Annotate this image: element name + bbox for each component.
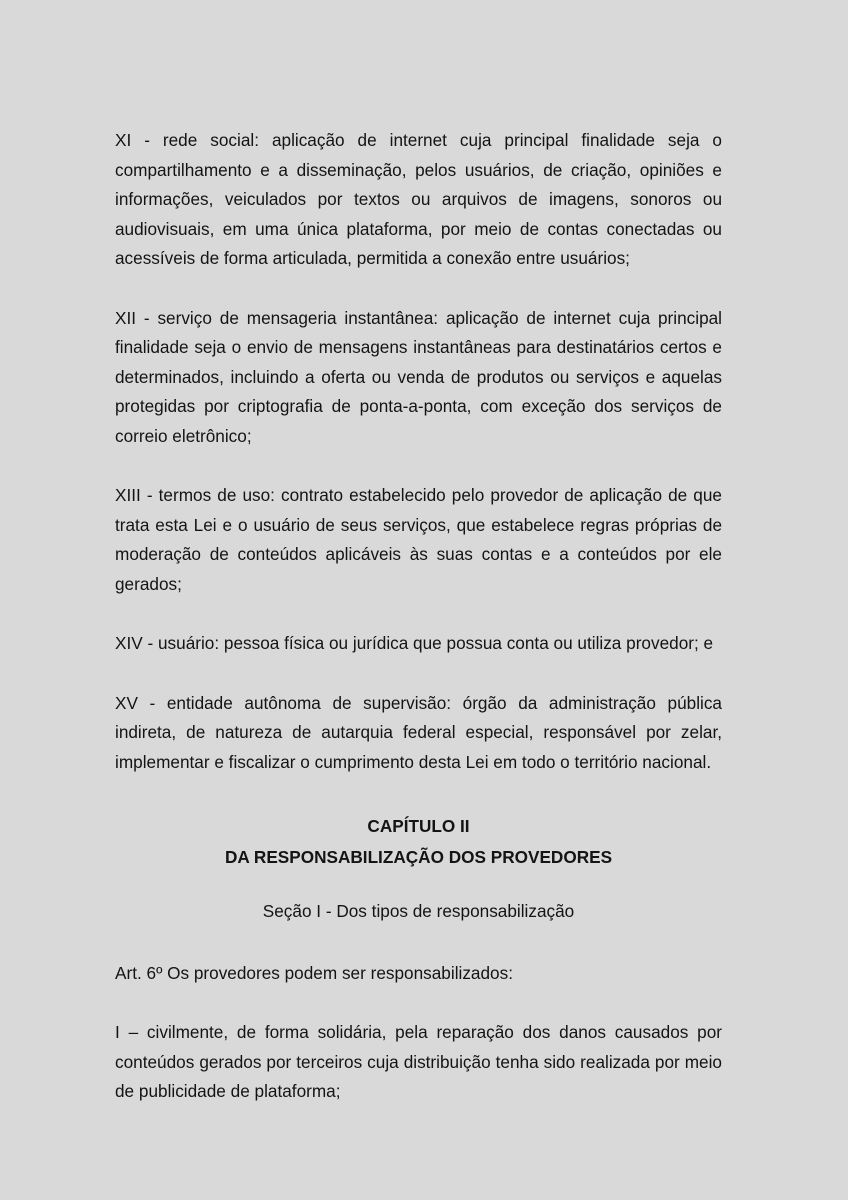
- text-line: compartilhamento e a disseminação, pelos usuários, de criação, opiniões e: [115, 159, 722, 180]
- paragraph-xiv: [115, 629, 722, 659]
- text-line: XI - rede social: aplicação de internet cuja principal finalidade seja o: [115, 130, 722, 150]
- paragraph-xiii: [115, 481, 722, 599]
- text-line: trata esta Lei e o usuário de seus serviços, que estabelece regras próprias de: [115, 514, 722, 535]
- text-line: de publicidade de plataforma;: [115, 1081, 341, 1101]
- paragraph-xi: [115, 126, 722, 274]
- section-title: Seção I - Dos tipos de responsabilização: [262, 901, 575, 921]
- text-line: acessíveis de forma articulada, permitida a conexão entre usuários;: [115, 248, 630, 268]
- chapter-title: CAPÍTULO II: [367, 816, 470, 836]
- text-line: XII - serviço de mensageria instantânea: aplicação de internet cuja principal: [115, 307, 722, 328]
- paragraph-item-i: [115, 1018, 722, 1107]
- text-line: XIV - usuário: pessoa física ou jurídica que possua conta ou utiliza provedor; e: [115, 633, 714, 653]
- text-line: determinados, incluindo a oferta ou venda de produtos ou serviços e aquelas: [115, 366, 722, 387]
- text-line: moderação de conteúdos aplicáveis às suas contas e a conteúdos por ele: [115, 544, 722, 564]
- paragraph-xii: [115, 304, 722, 452]
- text-line: XIII - termos de uso: contrato estabelecido pelo provedor de aplicação de que: [115, 485, 722, 505]
- text-line: correio eletrônico;: [115, 425, 252, 446]
- text-line: implementar e fiscalizar o cumprimento desta Lei em todo o território nacional.: [115, 751, 712, 772]
- document-body: [115, 126, 722, 1107]
- text-line: gerados;: [115, 573, 182, 594]
- text-line: XV - entidade autônoma de supervisão: órgão da administração pública: [115, 692, 722, 713]
- article-heading: [115, 959, 722, 989]
- text-line: conteúdos gerados por terceiros cuja distribuição tenha sido realizada por meio: [115, 1051, 722, 1072]
- text-line: audiovisuais, em uma única plataforma, por meio de contas conectadas ou: [115, 218, 722, 239]
- text-line: protegidas por criptografia de ponta-a-ponta, com exceção dos serviços de: [115, 396, 722, 416]
- chapter-subtitle: DA RESPONSABILIZAÇÃO DOS PROVEDORES: [224, 847, 613, 867]
- text-line: Art. 6º Os provedores podem ser responsabilizados:: [115, 962, 513, 983]
- text-line: I – civilmente, de forma solidária, pela reparação dos danos causados por: [115, 1022, 722, 1042]
- text-line: informações, veiculados por textos ou arquivos de imagens, sonoros ou: [115, 189, 722, 209]
- text-line: finalidade seja o envio de mensagens instantâneas para destinatários certos e: [115, 337, 722, 357]
- paragraph-xv: [115, 689, 722, 778]
- text-line: indireta, de natureza de autarquia federal especial, responsável por zelar,: [115, 722, 722, 742]
